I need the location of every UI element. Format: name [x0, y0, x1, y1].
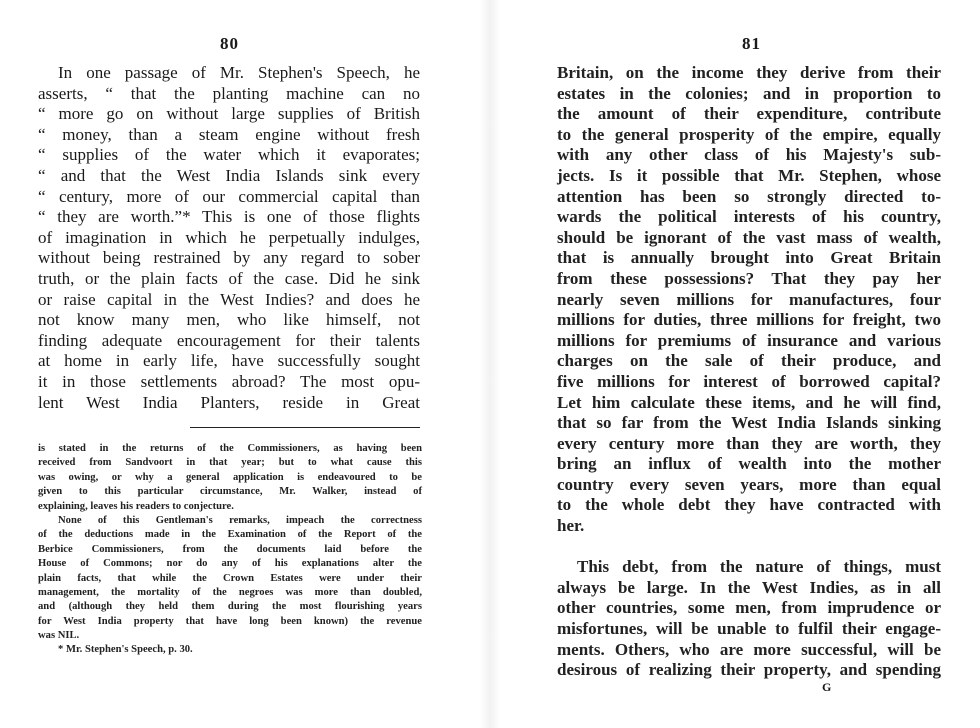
signature-mark: G	[822, 680, 832, 694]
text-line: it in those settlements abroad? The most opu-	[38, 371, 420, 391]
text-line: not know many men, who like himself, not	[38, 310, 420, 330]
text-line: This debt, from the nature of things, must	[577, 557, 941, 577]
right-page	[500, 0, 980, 728]
gutter	[480, 0, 500, 728]
page-number-left: 80	[220, 34, 239, 53]
text-line: lent West India Planters, reside in Great	[38, 392, 420, 412]
text-line: of imagination in which he perpetually indulges,	[38, 227, 420, 247]
page-number-right: 81	[742, 34, 761, 53]
text-line: at home in early life, have successfully sought	[38, 351, 420, 371]
text-line: desirous of realizing their property, and spending	[557, 660, 941, 680]
footnote-star: * Mr. Stephen's Speech, p. 30.	[58, 644, 193, 656]
text-line: her.	[557, 516, 585, 536]
text-line: “ more go on without large supplies of British	[38, 104, 420, 124]
text-line: other countries, some men, from imprudence or	[557, 598, 941, 618]
text-line: to the whole debt they have contracted with	[557, 495, 941, 515]
text-line: bring an influx of wealth into the mother	[557, 454, 941, 474]
footnote-line: plain facts, that while the Crown Estates were under their	[38, 572, 422, 584]
text-line: that is annually brought into Great Britain	[557, 248, 941, 268]
text-line: truth, or the plain facts of the case. Did he sink	[38, 268, 420, 288]
text-line: with any other class of his Majesty's sub-	[557, 145, 941, 165]
text-line: attention has been so strongly directed to-	[557, 186, 941, 206]
text-line: should be ignorant of the vast mass of wealth,	[557, 227, 941, 247]
footnote-line: management, the mortality of the negroes was more than doubled,	[38, 586, 422, 598]
text-line: the amount of their expenditure, contribute	[557, 104, 941, 124]
footnote-line: of the deductions made in the Examination of the Report of the	[38, 529, 422, 541]
text-line: ments. Others, who are more successful, will be	[557, 639, 941, 659]
text-line: without being restrained by any regard to sober	[38, 248, 420, 268]
footnote-line: for West India property that have long been known) the revenue	[38, 615, 422, 627]
footnote-line: House of Commons; nor do any of his explanations alter the	[38, 558, 422, 570]
footnote-line: and (although they held them during the most flourishing years	[38, 601, 422, 613]
footnote-line: was owing, or why a general application is endeavoured to be	[38, 471, 422, 483]
text-line: finding adequate encouragement for their talents	[38, 330, 420, 350]
text-line: charges on the sale of their produce, and	[557, 351, 941, 371]
text-line: millions for duties, three millions for freight, two	[557, 310, 941, 330]
footnote-line: None of this Gentleman's remarks, impeach the correctness	[58, 514, 422, 526]
left-page	[0, 0, 480, 728]
text-line: misfortunes, will be unable to fulfil their engage-	[557, 619, 941, 639]
text-line: from these possessions? That they pay her	[557, 268, 941, 288]
footnote-line: received from Sandvoort in that year; but to what cause this	[38, 457, 422, 469]
text-line: nearly seven millions for manufactures, four	[557, 289, 941, 309]
text-line: “ they are worth.”* This is one of those flights	[38, 207, 420, 227]
text-line: or raise capital in the West Indies? and does he	[38, 289, 420, 309]
footnotes	[38, 442, 422, 658]
right-body-text	[557, 63, 941, 681]
footnote-line: given to this particular circumstance, Mr. Walker, instead of	[38, 486, 422, 498]
text-line: country every seven years, more than equal	[557, 474, 941, 494]
text-line: In one passage of Mr. Stephen's Speech, he	[58, 63, 420, 82]
text-line: that so far from the West India Islands sinking	[557, 413, 941, 433]
text-line: estates in the colonies; and in proportion to	[557, 83, 941, 103]
paragraph-gap	[557, 537, 941, 558]
text-line: Britain, on the income they derive from their	[557, 63, 941, 82]
footnote-line: explaining, leaves his readers to conjecture.	[38, 500, 234, 512]
footnote-line: is stated in the returns of the Commissioners, as having been	[38, 443, 422, 454]
text-line: asserts, “ that the planting machine can no	[38, 83, 420, 103]
footnote-line: was NIL.	[38, 630, 80, 642]
text-line: always be large. In the West Indies, as in all	[557, 577, 941, 597]
text-line: five millions for interest of borrowed capital?	[557, 371, 941, 391]
text-line: wards the political interests of his country,	[557, 207, 941, 227]
footnote-divider	[190, 427, 420, 428]
text-line: to the general prosperity of the empire, equally	[557, 124, 941, 144]
text-line: millions for premiums of insurance and various	[557, 330, 941, 350]
text-line: “ money, than a steam engine without fresh	[38, 124, 420, 144]
text-line: Let him calculate these items, and he will find,	[557, 392, 941, 412]
text-line: “ supplies of the water which it evaporates;	[38, 145, 420, 165]
footnote-line: Berbice Commissioners, from the documents laid before the	[38, 543, 422, 555]
text-line: every century more than they are worth, they	[557, 433, 941, 453]
text-line: jects. Is it possible that Mr. Stephen, whose	[557, 165, 941, 185]
text-line: “ and that the West India Islands sink every	[38, 165, 420, 185]
text-line: “ century, more of our commercial capital than	[38, 186, 420, 206]
left-body-text	[38, 63, 420, 413]
